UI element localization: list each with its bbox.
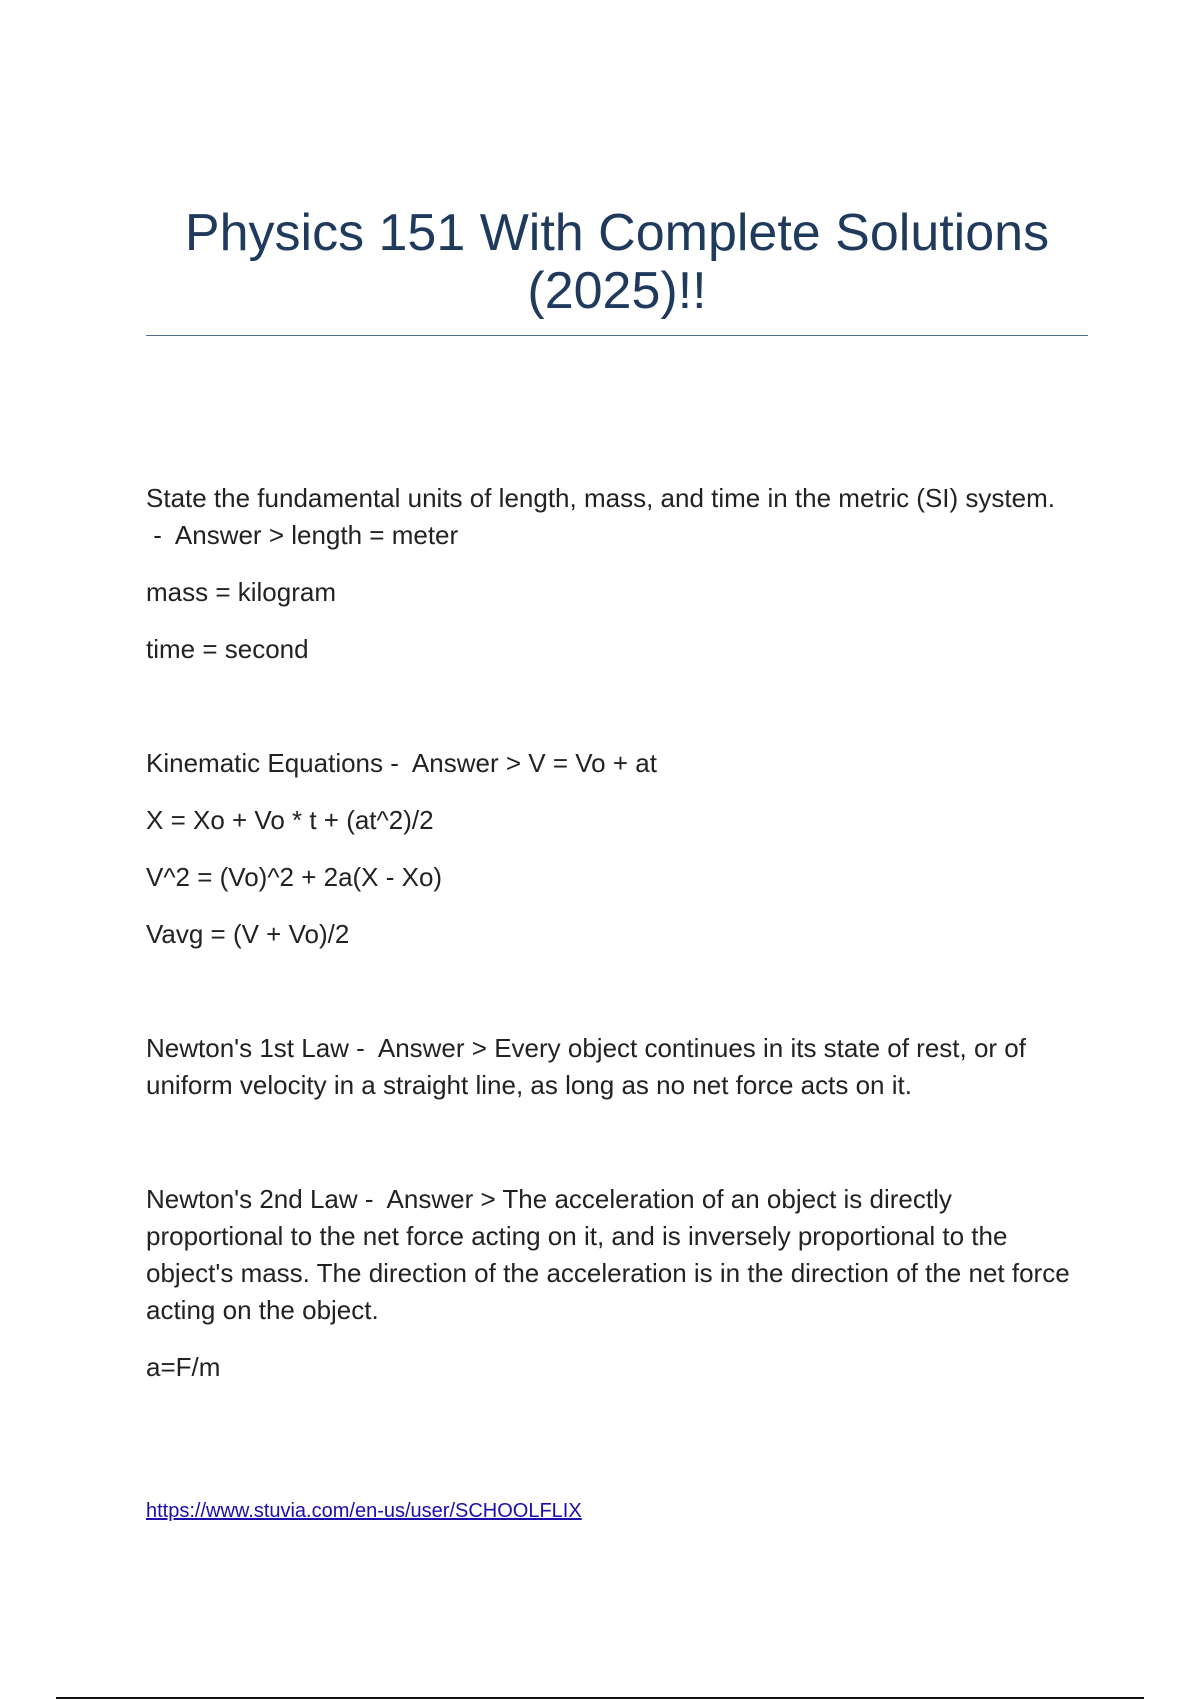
question-text: State the fundamental units of length, mass, and time in the metric (SI) system.: [146, 483, 1055, 513]
qa-content: [146, 480, 1088, 1463]
answer-separator: - Answer >: [348, 1033, 495, 1063]
qa-question-line: [146, 1181, 1088, 1329]
qa-question-line: [146, 745, 1088, 782]
answer-separator: - Answer >: [357, 1184, 503, 1214]
answer-separator: - Answer >: [383, 748, 529, 778]
answer-text: length = meter: [291, 520, 459, 550]
answer-text: The acceleration of an object is directly proportional to the net force acting on it, and is inversely proportional to the object's mass. The direction of the acceleration is in the direction of the net force acting on the object.: [146, 1184, 1070, 1325]
question-text: Newton's 2nd Law: [146, 1184, 358, 1214]
answer-line: Vavg = (V + Vo)/2: [146, 919, 350, 949]
answer-line: V^2 = (Vo)^2 + 2a(X - Xo): [146, 862, 443, 892]
answer-text: Every object continues in its state of rest, or of uniform velocity in a straight line, as long as no net force acts on it.: [146, 1033, 1026, 1100]
answer-line: a=F/m: [146, 1352, 221, 1382]
question-text: Kinematic Equations: [146, 748, 384, 778]
document-title: Physics 151 With Complete Solutions (2025)!!: [184, 204, 1050, 320]
answer-line: time = second: [146, 634, 309, 664]
answer-line: X = Xo + Vo * t + (at^2)/2: [146, 805, 434, 835]
qa-item-newtons-1st-law: [146, 1030, 1088, 1104]
answer-text: V = Vo + at: [528, 748, 657, 778]
stuvia-profile-link[interactable]: https://www.stuvia.com/en-us/user/SCHOOLFLIX: [146, 1500, 582, 1522]
title-block: [146, 204, 1088, 320]
qa-item-newtons-2nd-law: [146, 1181, 1088, 1386]
title-divider: [146, 335, 1088, 336]
page-bottom-divider: [56, 1697, 1144, 1699]
qa-item-kinematic-equations: [146, 745, 1088, 953]
qa-question-line: [146, 480, 1088, 554]
question-text: Newton's 1st Law: [146, 1033, 349, 1063]
answer-separator: - Answer >: [146, 520, 292, 550]
answer-line: mass = kilogram: [146, 577, 336, 607]
qa-item-si-units: [146, 480, 1088, 668]
qa-question-line: [146, 1030, 1088, 1104]
